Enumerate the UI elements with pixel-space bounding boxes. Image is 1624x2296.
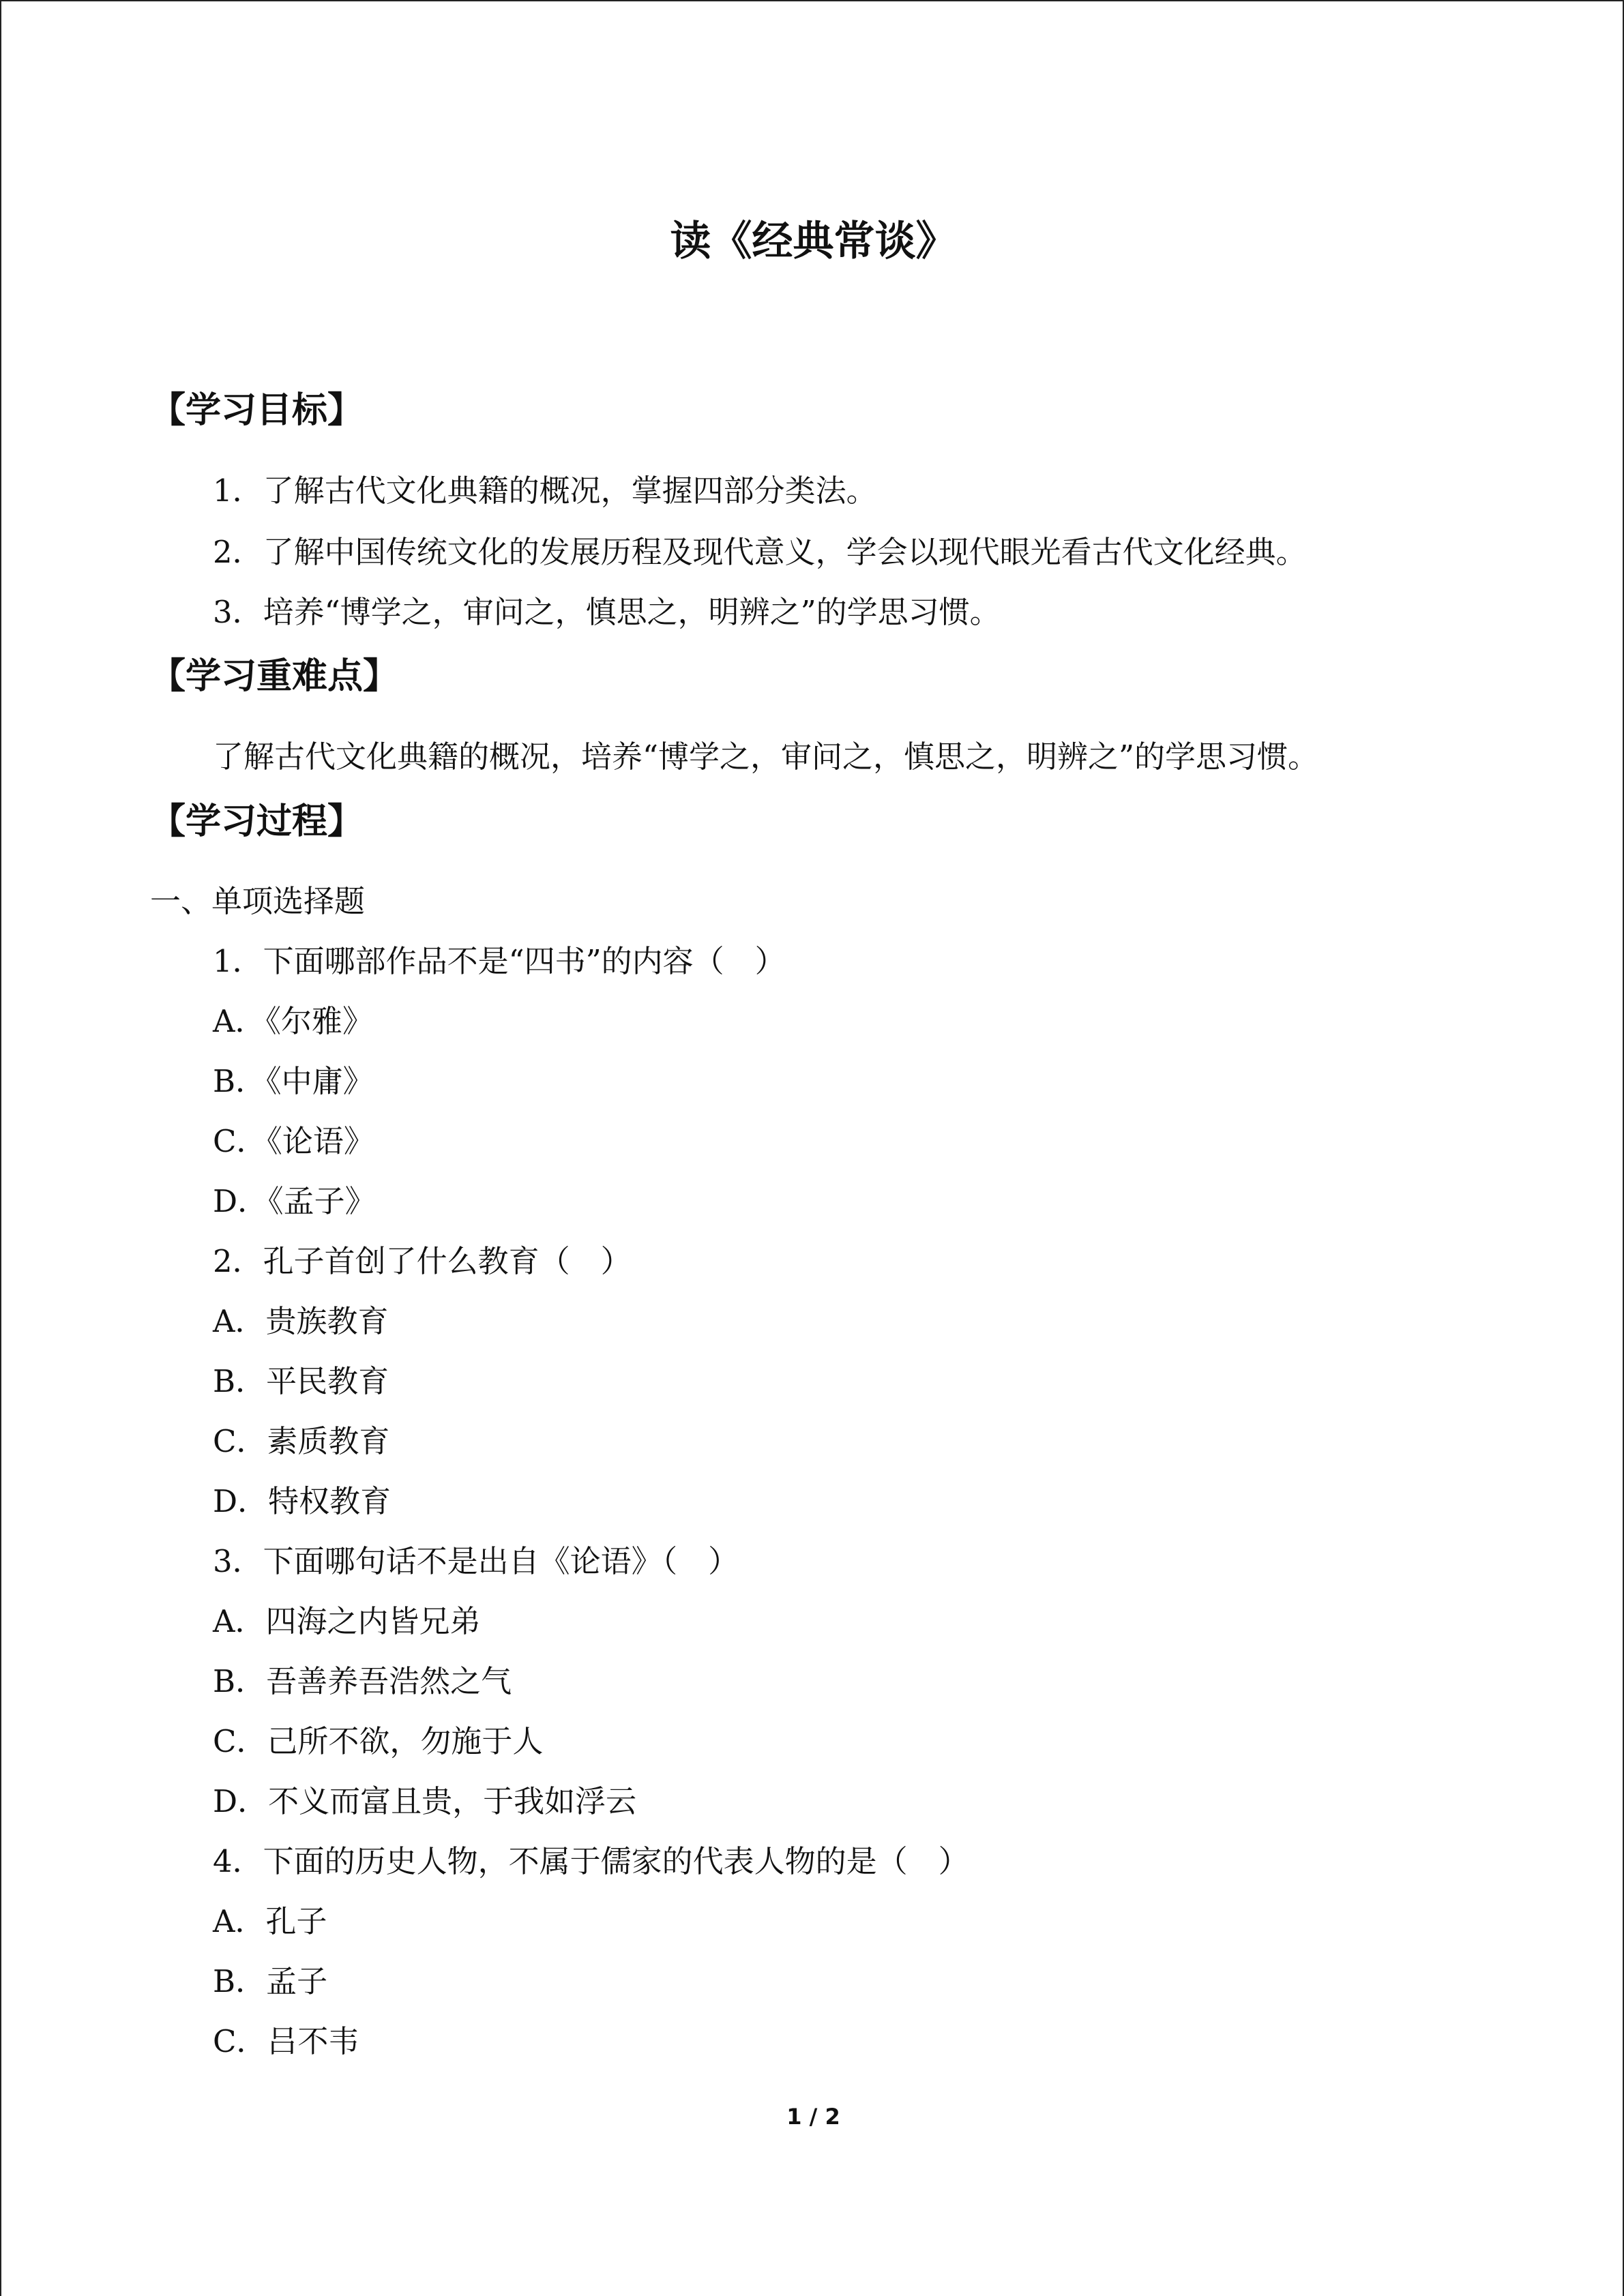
question-option: A．贵族教育 xyxy=(213,1303,389,1339)
key-points-text: 了解古代文化典籍的概况，培养“博学之，审问之，慎思之，明辨之”的学思习惯。 xyxy=(213,739,1319,775)
question-option: D．《孟子》 xyxy=(213,1183,376,1219)
question-option: C．素质教育 xyxy=(213,1423,390,1459)
question-option: D．特权教育 xyxy=(213,1483,392,1519)
question-option: C．吕不韦 xyxy=(213,2023,359,2059)
question-stem: 3．下面哪句话不是出自《论语》（ ） xyxy=(213,1543,739,1579)
question-option: C．《论语》 xyxy=(213,1123,374,1159)
page-title: 读《经典常谈》 xyxy=(670,218,957,265)
goal-item: 2．了解中国传统文化的发展历程及现代意义，学会以现代眼光看古代文化经典。 xyxy=(213,534,1307,570)
part-title: 一、单项选择题 xyxy=(150,883,366,919)
question-stem: 2．孔子首创了什么教育（ ） xyxy=(213,1243,632,1279)
question-stem: 4．下面的历史人物，不属于儒家的代表人物的是（ ） xyxy=(213,1843,969,1879)
goal-item: 3．培养“博学之，审问之，慎思之，明辨之”的学思习惯。 xyxy=(213,594,1001,630)
heading-key-points: 【学习重难点】 xyxy=(150,656,399,697)
question-option: A．孔子 xyxy=(213,1903,327,1939)
goal-item: 1．了解古代文化典籍的概况，掌握四部分类法。 xyxy=(213,473,877,509)
question-option: D．不义而富且贵，于我如浮云 xyxy=(213,1783,637,1819)
heading-learning-goals: 【学习目标】 xyxy=(150,390,364,431)
heading-learning-process: 【学习过程】 xyxy=(150,801,364,842)
question-option: B．《中庸》 xyxy=(213,1063,374,1099)
page-number: 1 / 2 xyxy=(786,2104,840,2130)
question-option: B．平民教育 xyxy=(213,1363,389,1399)
question-option: C．己所不欲，勿施于人 xyxy=(213,1723,544,1759)
question-option: A．四海之内皆兄弟 xyxy=(213,1603,481,1639)
question-option: A．《尔雅》 xyxy=(213,1003,373,1039)
question-stem: 1．下面哪部作品不是“四书”的内容（ ） xyxy=(213,943,786,979)
question-option: B．孟子 xyxy=(213,1963,328,1999)
question-option: B．吾善养吾浩然之气 xyxy=(213,1663,512,1699)
